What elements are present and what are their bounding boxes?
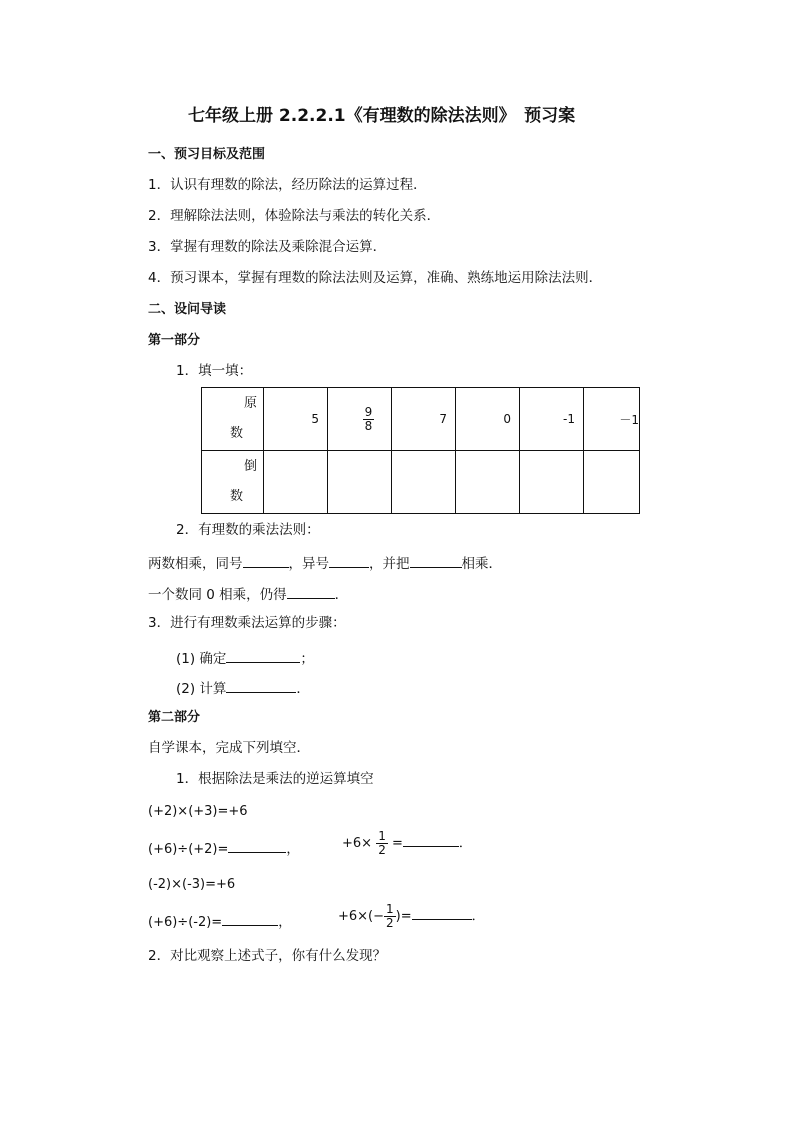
equation-5: (+6)÷(-2)= ， (148, 915, 292, 930)
blank-absolute-values[interactable] (410, 555, 462, 568)
section2-heading: 二、设问导读 (148, 302, 227, 317)
reciprocal-table (201, 387, 640, 514)
answer-cell[interactable] (392, 451, 456, 514)
self-study-intro: 自学课本，完成下列填空． (148, 740, 310, 756)
answer-cell[interactable] (456, 451, 520, 514)
answer-cell[interactable] (520, 451, 584, 514)
table-cell: 5 (264, 388, 328, 451)
step-1-line: (1) 确定 ； (176, 651, 314, 667)
blank-multiply-negative-half[interactable] (412, 907, 472, 920)
goal-item-4: 4．预习课本，掌握有理数的除法法则及运算，准确、熟练地运用除法法则． (148, 270, 603, 286)
equation-6: +6×(− $\frac{1}{2}$ )= ． (338, 902, 485, 930)
blank-step-2[interactable] (226, 680, 296, 693)
blank-zero-result[interactable] (287, 586, 335, 599)
fill-in-question: 1．填一填： (176, 363, 253, 379)
blank-division-negative[interactable] (222, 913, 278, 926)
blank-multiply-half[interactable] (403, 834, 459, 847)
fraction-one-half: $\frac{1}{2}$ (386, 902, 394, 930)
equation-3: +6× $\frac{1}{2}$ = ． (342, 829, 472, 857)
table-cell-fraction (328, 388, 392, 451)
table-cell: -1 (520, 388, 584, 451)
answer-cell[interactable] (264, 451, 328, 514)
original-number-header: 原 数 (202, 388, 264, 451)
fraction-one-half: $\frac{1}{2}$ (378, 829, 386, 857)
reciprocal-header: 倒 数 (202, 451, 264, 514)
zero-rule-line: 一个数同 0 相乘，仍得 ． (148, 587, 349, 603)
multiplication-rule-line: 两数相乘，同号 ，异号 ，并把 相乘． (148, 556, 502, 572)
part1-heading: 第一部分 (148, 333, 201, 348)
equation-2: (+6)÷(+2)= ， (148, 842, 300, 857)
goal-item-3: 3．掌握有理数的除法及乘除混合运算． (148, 239, 387, 255)
goal-item-2: 2．理解除法法则，体验除法与乘法的转化关系． (148, 208, 441, 224)
equation-4: (-2)×(-3)=+6 (148, 877, 236, 892)
step-2-line: (2) 计算 ． (176, 681, 310, 697)
blank-same-sign[interactable] (243, 555, 289, 568)
equation-1: (+2)×(+3)=+6 (148, 804, 248, 819)
goal-item-1: 1．认识有理数的除法，经历除法的运算过程． (148, 177, 427, 193)
answer-cell[interactable] (584, 451, 640, 514)
inverse-operation-question: 1．根据除法是乘法的逆运算填空 (176, 771, 374, 787)
table-row (202, 388, 640, 451)
answer-cell[interactable] (328, 451, 392, 514)
blank-step-1[interactable] (226, 650, 300, 663)
table-cell: 0 (456, 388, 520, 451)
part2-heading: 第二部分 (148, 710, 201, 725)
section1-heading: 一、预习目标及范围 (148, 147, 266, 162)
table-cell: －1 (584, 388, 640, 451)
blank-different-sign[interactable] (329, 555, 369, 568)
blank-division-positive[interactable] (228, 840, 286, 853)
multiplication-rule-question: 2．有理数的乘法法则： (176, 522, 320, 538)
fraction-nine-eighths: $\frac{9}{8}$ (364, 404, 373, 433)
table-cell: 7 (392, 388, 456, 451)
steps-question: 3．进行有理数乘法运算的步骤： (148, 615, 346, 631)
page-title: 七年级上册 2.2.2.1《有理数的除法法则》 预习案 (188, 106, 576, 126)
table-row (202, 451, 640, 514)
observation-question: 2．对比观察上述式子，你有什么发现？ (148, 948, 387, 964)
